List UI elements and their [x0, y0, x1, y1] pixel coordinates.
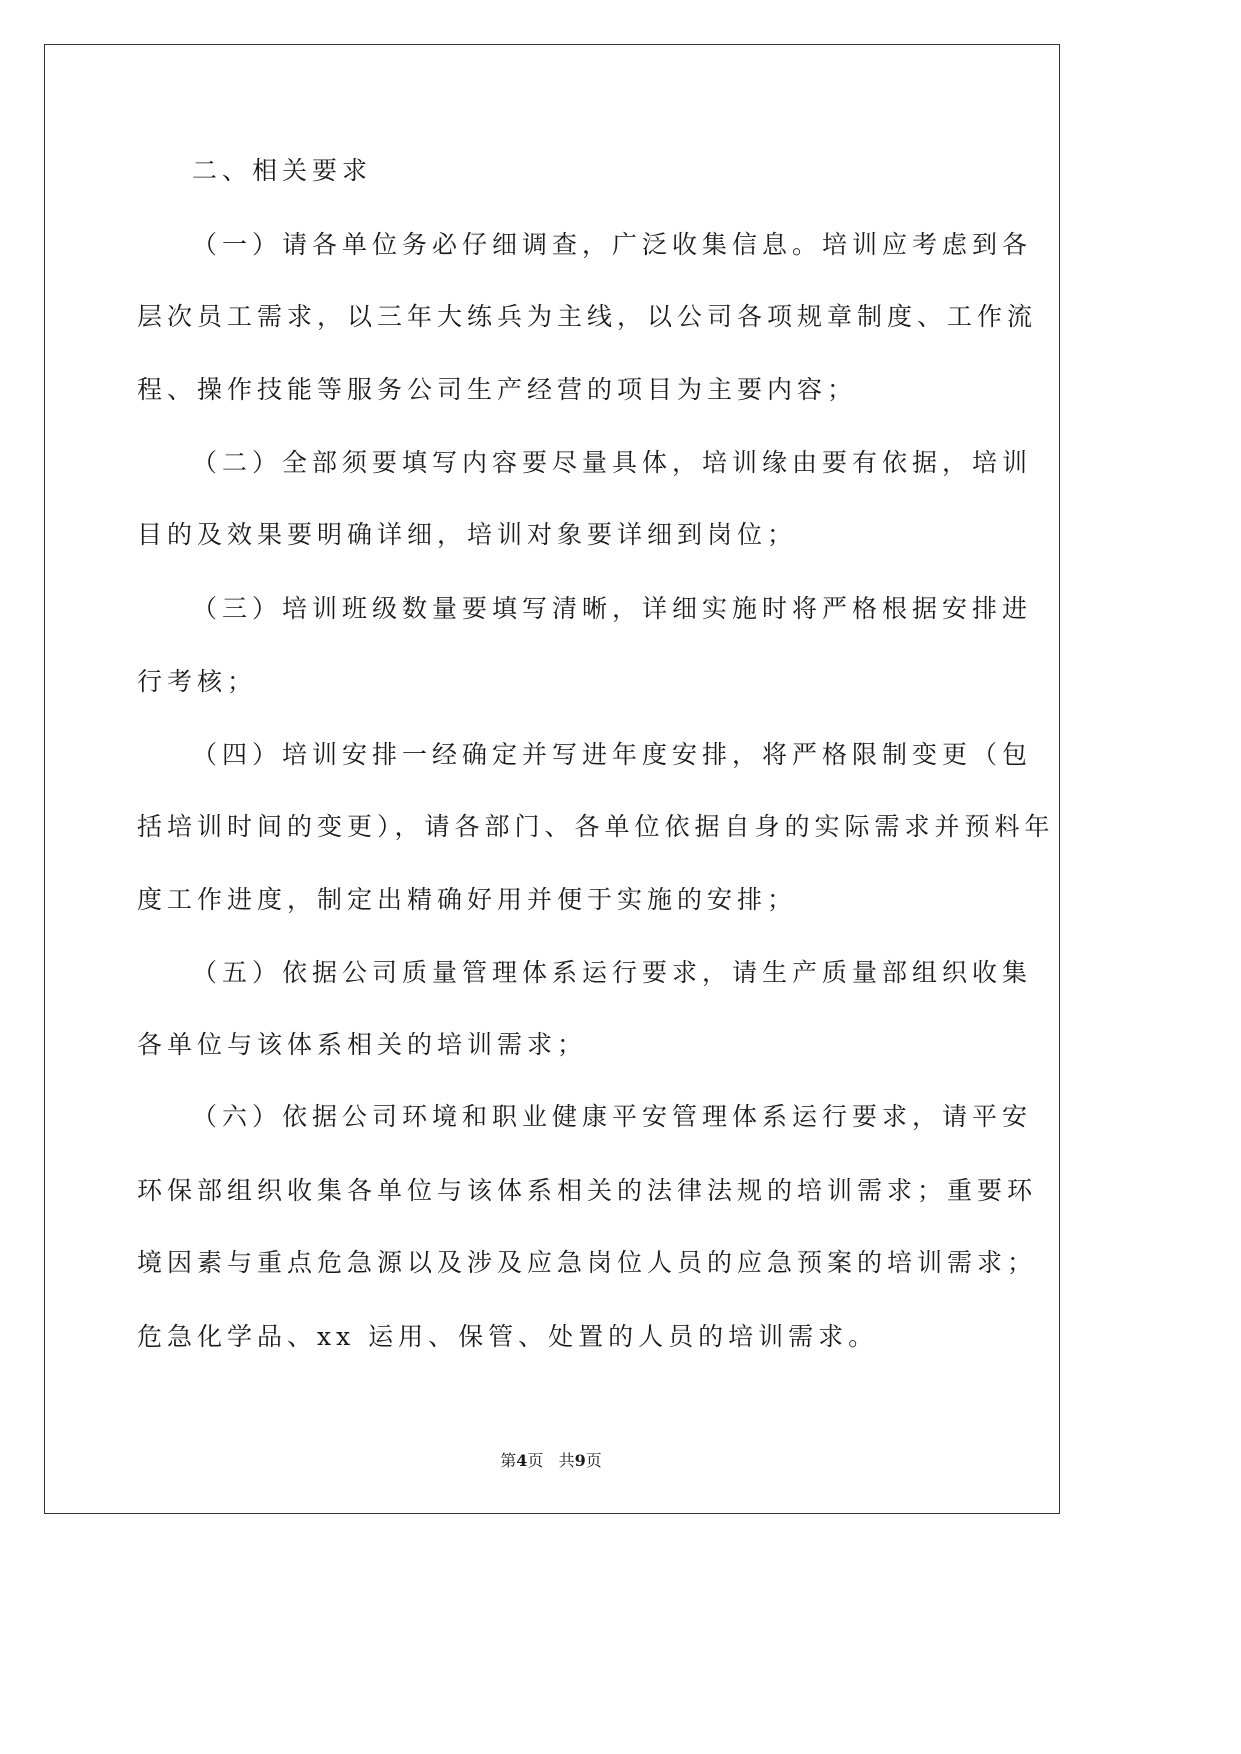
- page-suffix: 页: [527, 1451, 544, 1470]
- paragraph-6-line-3: 境因素与重点危急源以及涉及应急岗位人员的应急预案的培训需求；: [137, 1248, 1038, 1277]
- paragraph-2-line-2: 目的及效果要明确详细，培训对象要详细到岗位；: [137, 520, 798, 549]
- paragraph-6-line-2: 环保部组织收集各单位与该体系相关的法律法规的培训需求；重要环: [137, 1176, 1038, 1205]
- paragraph-1-line-3: 程、操作技能等服务公司生产经营的项目为主要内容；: [137, 375, 858, 404]
- paragraph-1-line-2: 层次员工需求，以三年大练兵为主线，以公司各项规章制度、工作流: [137, 302, 1038, 331]
- total-suffix: 页: [585, 1451, 602, 1470]
- section-heading: 二、相关要求: [192, 156, 373, 185]
- paragraph-3-line-2: 行考核；: [137, 667, 258, 696]
- page-number-footer: [0, 1451, 1102, 1471]
- paragraph-4-line-3: 度工作进度，制定出精确好用并便于实施的安排；: [137, 885, 798, 914]
- paragraph-2-line-1: （二）全部须要填写内容要尽量具体，培训缘由要有依据，培训: [192, 448, 1033, 477]
- total-prefix: 共: [558, 1451, 575, 1470]
- paragraph-3-line-1: （三）培训班级数量要填写清晰，详细实施时将严格根据安排进: [192, 594, 1033, 623]
- page-border: [44, 44, 1060, 1514]
- paragraph-4-line-1: （四）培训安排一经确定并写进年度安排，将严格限制变更（包: [192, 740, 1033, 769]
- paragraph-6-line-4: 危急化学品、xx 运用、保管、处置的人员的培训需求。: [137, 1322, 879, 1351]
- paragraph-5-line-2: 各单位与该体系相关的培训需求；: [137, 1030, 588, 1059]
- paragraph-5-line-1: （五）依据公司质量管理体系运行要求，请生产质量部组织收集: [192, 958, 1033, 987]
- page-prefix: 第: [500, 1451, 517, 1470]
- total-page-count: 9: [574, 1451, 586, 1470]
- paragraph-6-line-1: （六）依据公司环境和职业健康平安管理体系运行要求，请平安: [192, 1102, 1033, 1131]
- current-page-number: 4: [516, 1451, 528, 1470]
- paragraph-4-line-2: 括培训时间的变更），请各部门、各单位依据自身的实际需求并预料年: [137, 812, 1055, 841]
- paragraph-1-line-1: （一）请各单位务必仔细调查，广泛收集信息。培训应考虑到各: [192, 230, 1033, 259]
